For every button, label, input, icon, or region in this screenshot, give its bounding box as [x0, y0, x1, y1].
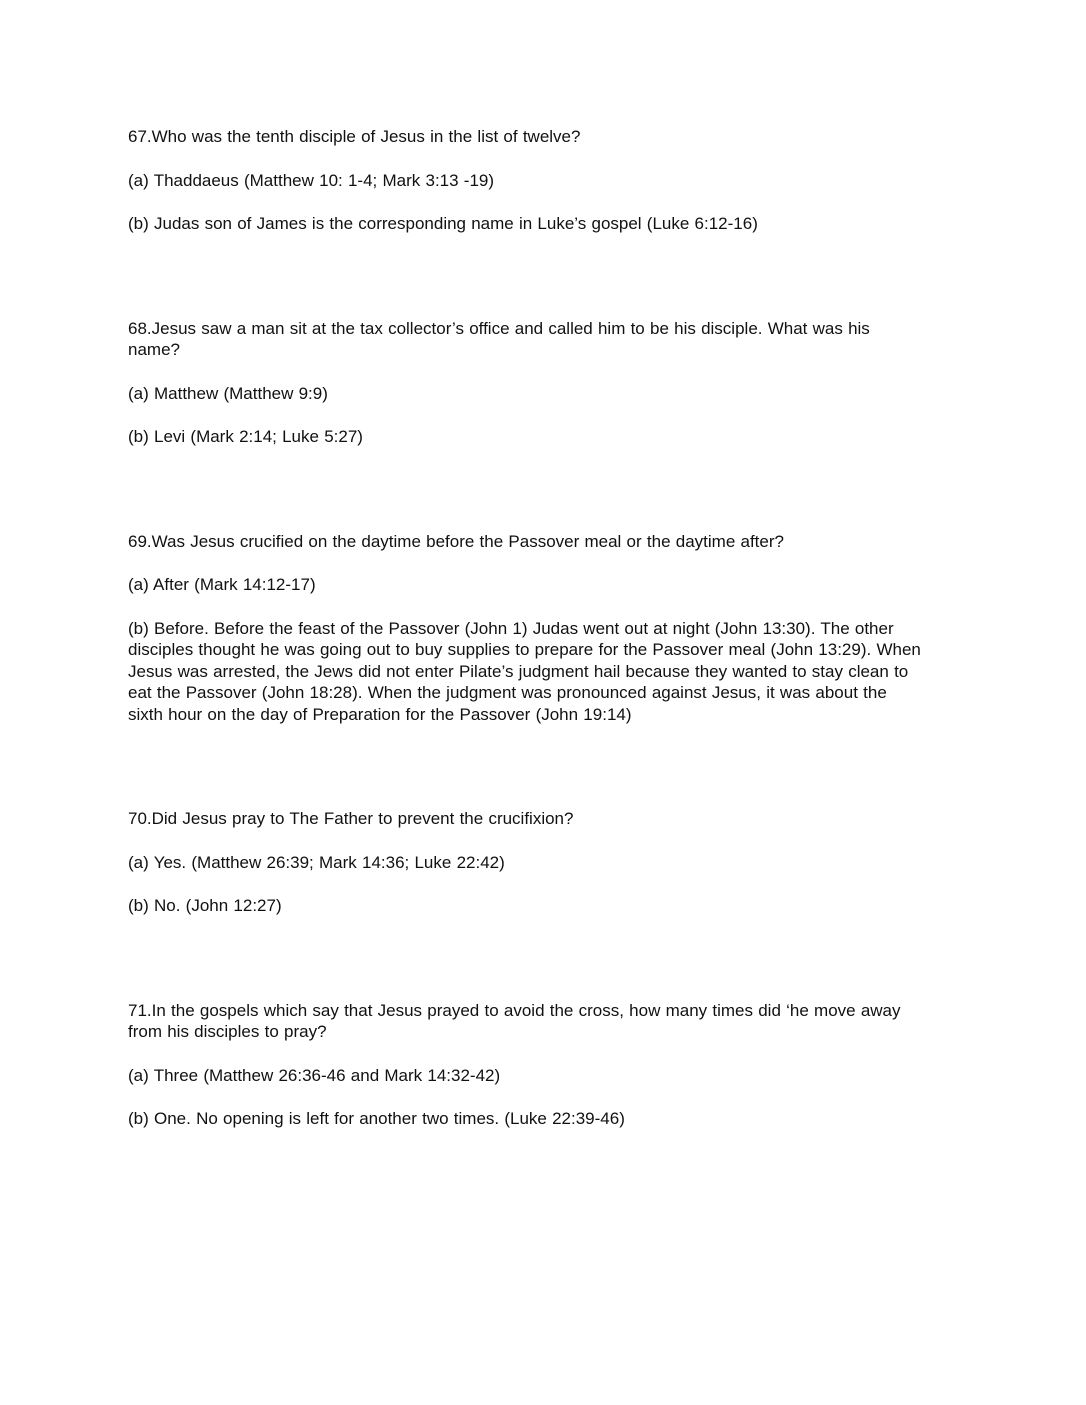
answer-b-text: (b) No. (John 12:27) [128, 896, 282, 915]
answer-a-text: (a) After (Mark 14:12-17) [128, 575, 316, 594]
answer-b-text: (b) Judas son of James is the corresponding name in Luke’s gospel (Luke 6:12-16) [128, 214, 758, 233]
answer-a-text: (a) Three (Matthew 26:36-46 and Mark 14:32-42) [128, 1065, 501, 1085]
question-block-68 [128, 318, 926, 448]
question-block-69 [128, 531, 926, 726]
answer-b-text: (b) Levi (Mark 2:14; Luke 5:27) [128, 427, 363, 446]
question-text: 71.In the gospels which say that Jesus prayed to avoid the cross, how many times did ‘he move away from his disciples to pray? [128, 1000, 901, 1041]
answer-a-text: (a) Thaddaeus (Matthew 10: 1-4; Mark 3:13 -19) [128, 170, 495, 190]
question-text: 70.Did Jesus pray to The Father to prevent the crucifixion? [128, 809, 574, 828]
document-content [128, 126, 926, 1130]
question-block-71 [128, 1000, 926, 1130]
question-block-70 [128, 808, 926, 917]
question-text: 69.Was Jesus crucified on the daytime before the Passover meal or the daytime after? [128, 531, 784, 551]
answer-a-text: (a) Matthew (Matthew 9:9) [128, 383, 328, 403]
answer-a-text: (a) Yes. (Matthew 26:39; Mark 14:36; Luke 22:42) [128, 852, 505, 872]
question-block-67 [128, 126, 926, 235]
answer-b-text: (b) Before. Before the feast of the Passover (John 1) Judas went out at night (John 13:30). The other disciples thought he was going out to buy supplies to prepare for the Passover meal (John 13:29). When Jesus was arrested, the Jews did not enter Pilate’s judgment hail because they wanted to stay clean to eat the Passover (John 18:28). When the judgment was pronounced against Jesus, it was about the sixth hour on the day of Preparation for the Passover (John 19:14) [128, 618, 921, 724]
question-text: 67.Who was the tenth disciple of Jesus in the list of twelve? [128, 127, 581, 146]
question-text: 68.Jesus saw a man sit at the tax collector’s office and called him to be his disciple. What was his name? [128, 318, 870, 359]
answer-b-text: (b) One. No opening is left for another two times. (Luke 22:39-46) [128, 1109, 625, 1128]
